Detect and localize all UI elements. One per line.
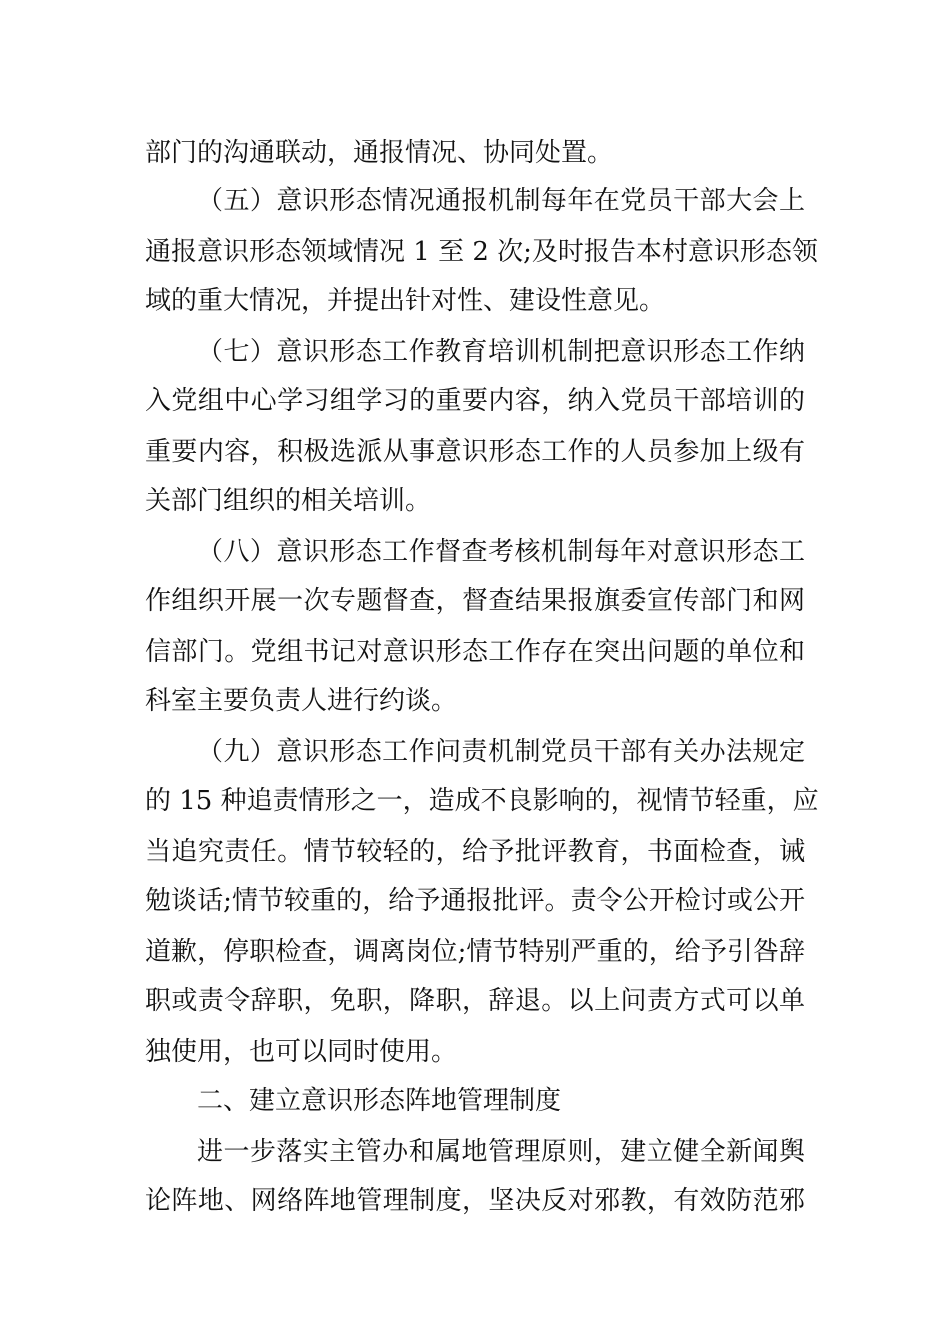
text-line: （七）意识形态工作教育培训机制把意识形态工作纳 [197,337,805,367]
text-line: 独使用，也可以同时使用。 [145,1037,458,1067]
text-line: 勉谈话;情节较重的，给予通报批评。责令公开检讨或公开 [145,886,805,916]
text-line: （八）意识形态工作督查考核机制每年对意识形态工 [197,537,805,567]
text-line: 论阵地、网络阵地管理制度，坚决反对邪教，有效防范邪 [145,1186,805,1216]
text-line: 科室主要负责人进行约谈。 [145,686,458,716]
text-line: 信部门。党组书记对意识形态工作存在突出问题的单位和 [145,637,805,667]
text-line: 道歉，停职检查，调离岗位;情节特别严重的，给予引咎辞 [145,937,805,967]
text-line: （九）意识形态工作问责机制党员干部有关办法规定 [197,737,805,767]
text-line: 入党组中心学习组学习的重要内容，纳入党员干部培训的 [145,386,805,416]
text-line: 通报意识形态领域情况 1 至 2 次;及时报告本村意识形态领 [145,237,818,267]
text-line: 关部门组织的相关培训。 [145,486,432,516]
section-heading: 二、建立意识形态阵地管理制度 [197,1086,562,1116]
text-line: 职或责令辞职，免职，降职，辞退。以上问责方式可以单 [145,986,805,1016]
text-line: 部门的沟通联动，通报情况、协同处置。 [145,138,614,168]
text-line: 当追究责任。情节较轻的，给予批评教育，书面检查，诫 [145,837,805,867]
text-line: （五）意识形态情况通报机制每年在党员干部大会上 [197,186,805,216]
text-line: 的 15 种追责情形之一，造成不良影响的，视情节轻重，应 [145,786,819,816]
text-line: 域的重大情况，并提出针对性、建设性意见。 [145,286,666,316]
text-line: 进一步落实主管办和属地管理原则，建立健全新闻舆 [197,1137,805,1167]
text-line: 作组织开展一次专题督查，督查结果报旗委宣传部门和网 [145,586,805,616]
text-line: 重要内容，积极选派从事意识形态工作的人员参加上级有 [145,437,805,467]
